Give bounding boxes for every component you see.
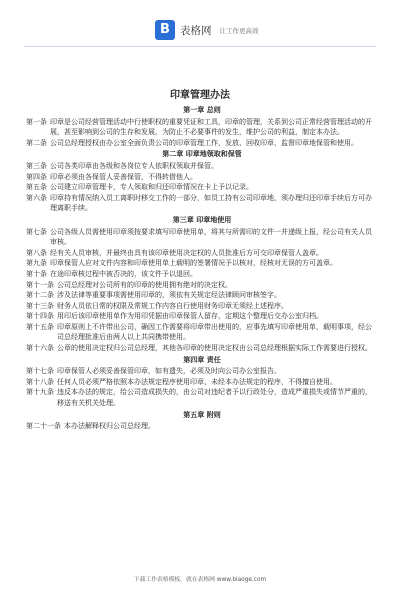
site-header (155, 20, 259, 40)
article-text: 公司建立印章管理卡，专人领取和归还印章情况在卡上予以记录。 (50, 183, 253, 192)
article-text: 公司各级人员需使用印章须按要求填写印章使用单，将其与所需印的文件一并递级上报，经公司有关人员审核。 (50, 227, 372, 247)
article (26, 117, 378, 138)
article-number: 第六条 (26, 193, 47, 202)
article-text: 经有关人员审核，并最终由具有该印章使用决定权的人员批准后方可交印章保管人盖章。 (50, 248, 323, 257)
article-text: 印章持有情况纳入员工离职时移交工作的一部分，如员工持有公司印章地，须办理归还印章手续后方可办理离职手续。 (50, 193, 372, 213)
article-number: 第二十一条 (26, 422, 61, 431)
article-number: 第十六条 (26, 344, 54, 353)
chapter-heading: 第四章 责任 (183, 354, 221, 364)
article (26, 301, 378, 312)
logo-icon[interactable]: B (155, 20, 175, 40)
article-text: 涉及法律等重要事项需使用印章的，须依有关规定经法律顾问审核签字。 (57, 291, 281, 300)
article (26, 172, 378, 183)
article (26, 366, 378, 377)
article (26, 377, 378, 388)
article-number: 第二条 (26, 138, 47, 147)
article-text: 在途印章核过程中被否决的，该文件予以退回。 (50, 269, 197, 278)
chapter-heading: 第五章 附则 (183, 409, 221, 419)
chapter-heading: 第二章 印章地领取和保管 (162, 149, 242, 159)
article (26, 227, 378, 248)
article-text: 违反本办法的规定，给公司造成损失的，由公司对违纪者予以行政处分，造成严重损失或情节严重的，移送有关机关处理。 (57, 388, 372, 408)
chapter-heading: 第一章 总则 (183, 105, 221, 114)
article-text: 公司总经理对公司所有的印章的使用拥有绝对的决定权。 (57, 280, 232, 289)
article-number: 第十七条 (26, 367, 54, 376)
article (26, 138, 378, 149)
page-footer[interactable]: 下载工作表格模板，就在表格网 www.biaoge.com (133, 577, 267, 583)
article (26, 311, 378, 322)
brand-slogan: 让工作更高效 (219, 26, 259, 35)
article-text: 印章保管人必须妥善保管印章，如有遗失，必须及时向公司办公室报告。 (57, 367, 281, 376)
document-body (26, 104, 378, 432)
article-number: 第十四条 (26, 312, 54, 321)
header-divider (24, 46, 376, 47)
article-text: 财务人员依日常的权限及常规工作内容自行使用财务印章无须经上述程序。 (57, 301, 288, 310)
article-number: 第三条 (26, 161, 47, 170)
article-number: 第五条 (26, 183, 47, 192)
article-number: 第八条 (26, 248, 47, 257)
article-number: 第四条 (26, 172, 47, 181)
article (26, 290, 378, 301)
article (26, 387, 378, 408)
article (26, 343, 378, 354)
article (26, 269, 378, 280)
brand-name[interactable]: 表格网 (180, 24, 212, 37)
article-number: 第一条 (26, 117, 47, 126)
article-number: 第十九条 (26, 388, 54, 397)
article-number: 第十五条 (26, 322, 54, 331)
document-title: 印章管理办法 (170, 90, 230, 101)
article (26, 193, 378, 214)
article (26, 182, 378, 193)
article (26, 421, 378, 432)
article-text: 任何人员必须严格依照本办法规定程序使用印章，未经本办法规定的程序，不得擅自使用。 (57, 377, 337, 386)
article (26, 280, 378, 291)
article (26, 248, 378, 259)
article-number: 第十八条 (26, 377, 54, 386)
article-text: 印章保管人应对文件内容和印章使用单上载明的签署情况予以核对，经核对无误的方可盖章。 (50, 259, 337, 268)
article-number: 第十二条 (26, 291, 54, 300)
article-text: 公司各类印章由各级和各岗位专人依职权领取并保管。 (50, 161, 218, 170)
article-number: 第十一条 (26, 280, 54, 289)
article-text: 公司总经理授权由办公室全面负责公司的印章管理工作，发放、回收印章，监督印章地保管和使用。 (50, 138, 358, 147)
article-text: 用印后该印章使用单作为用印凭据由印章保管人留存，定期这个整理后交办公室归档。 (57, 312, 323, 321)
article-text: 公章的使用决定权归公司总经理，其他各印章的使用决定权由公司总经理根据实际工作需要进行授权。 (57, 344, 372, 353)
article-text: 印章必须由各保管人妥善保管，不得转借他人。 (50, 172, 197, 181)
article-text: 印章原则上不许带出公司，确因工作需要将印章带出使用的，应事先填写印章使用单，载明事项，经公司总经理批准后由两人以上共同携带使用。 (57, 322, 372, 342)
chapter-heading: 第三章 印章地使用 (172, 214, 232, 224)
article-number: 第十条 (26, 269, 47, 278)
article-number: 第九条 (26, 259, 47, 268)
article (26, 258, 378, 269)
article (26, 161, 378, 172)
article-text: 印章是公司经营管理活动中行使职权的重要凭证和工具，印章的管理，关系到公司正常经营管理活动的开展，甚至影响到公司的生存和发展，为防止不必要事件的发生，维护公司的利益，制定本办法。 (50, 117, 372, 137)
article-number: 第十三条 (26, 301, 54, 310)
article (26, 322, 378, 343)
article-number: 第七条 (26, 227, 47, 236)
article-text: 本办法解释权归公司总经理。 (64, 422, 155, 431)
